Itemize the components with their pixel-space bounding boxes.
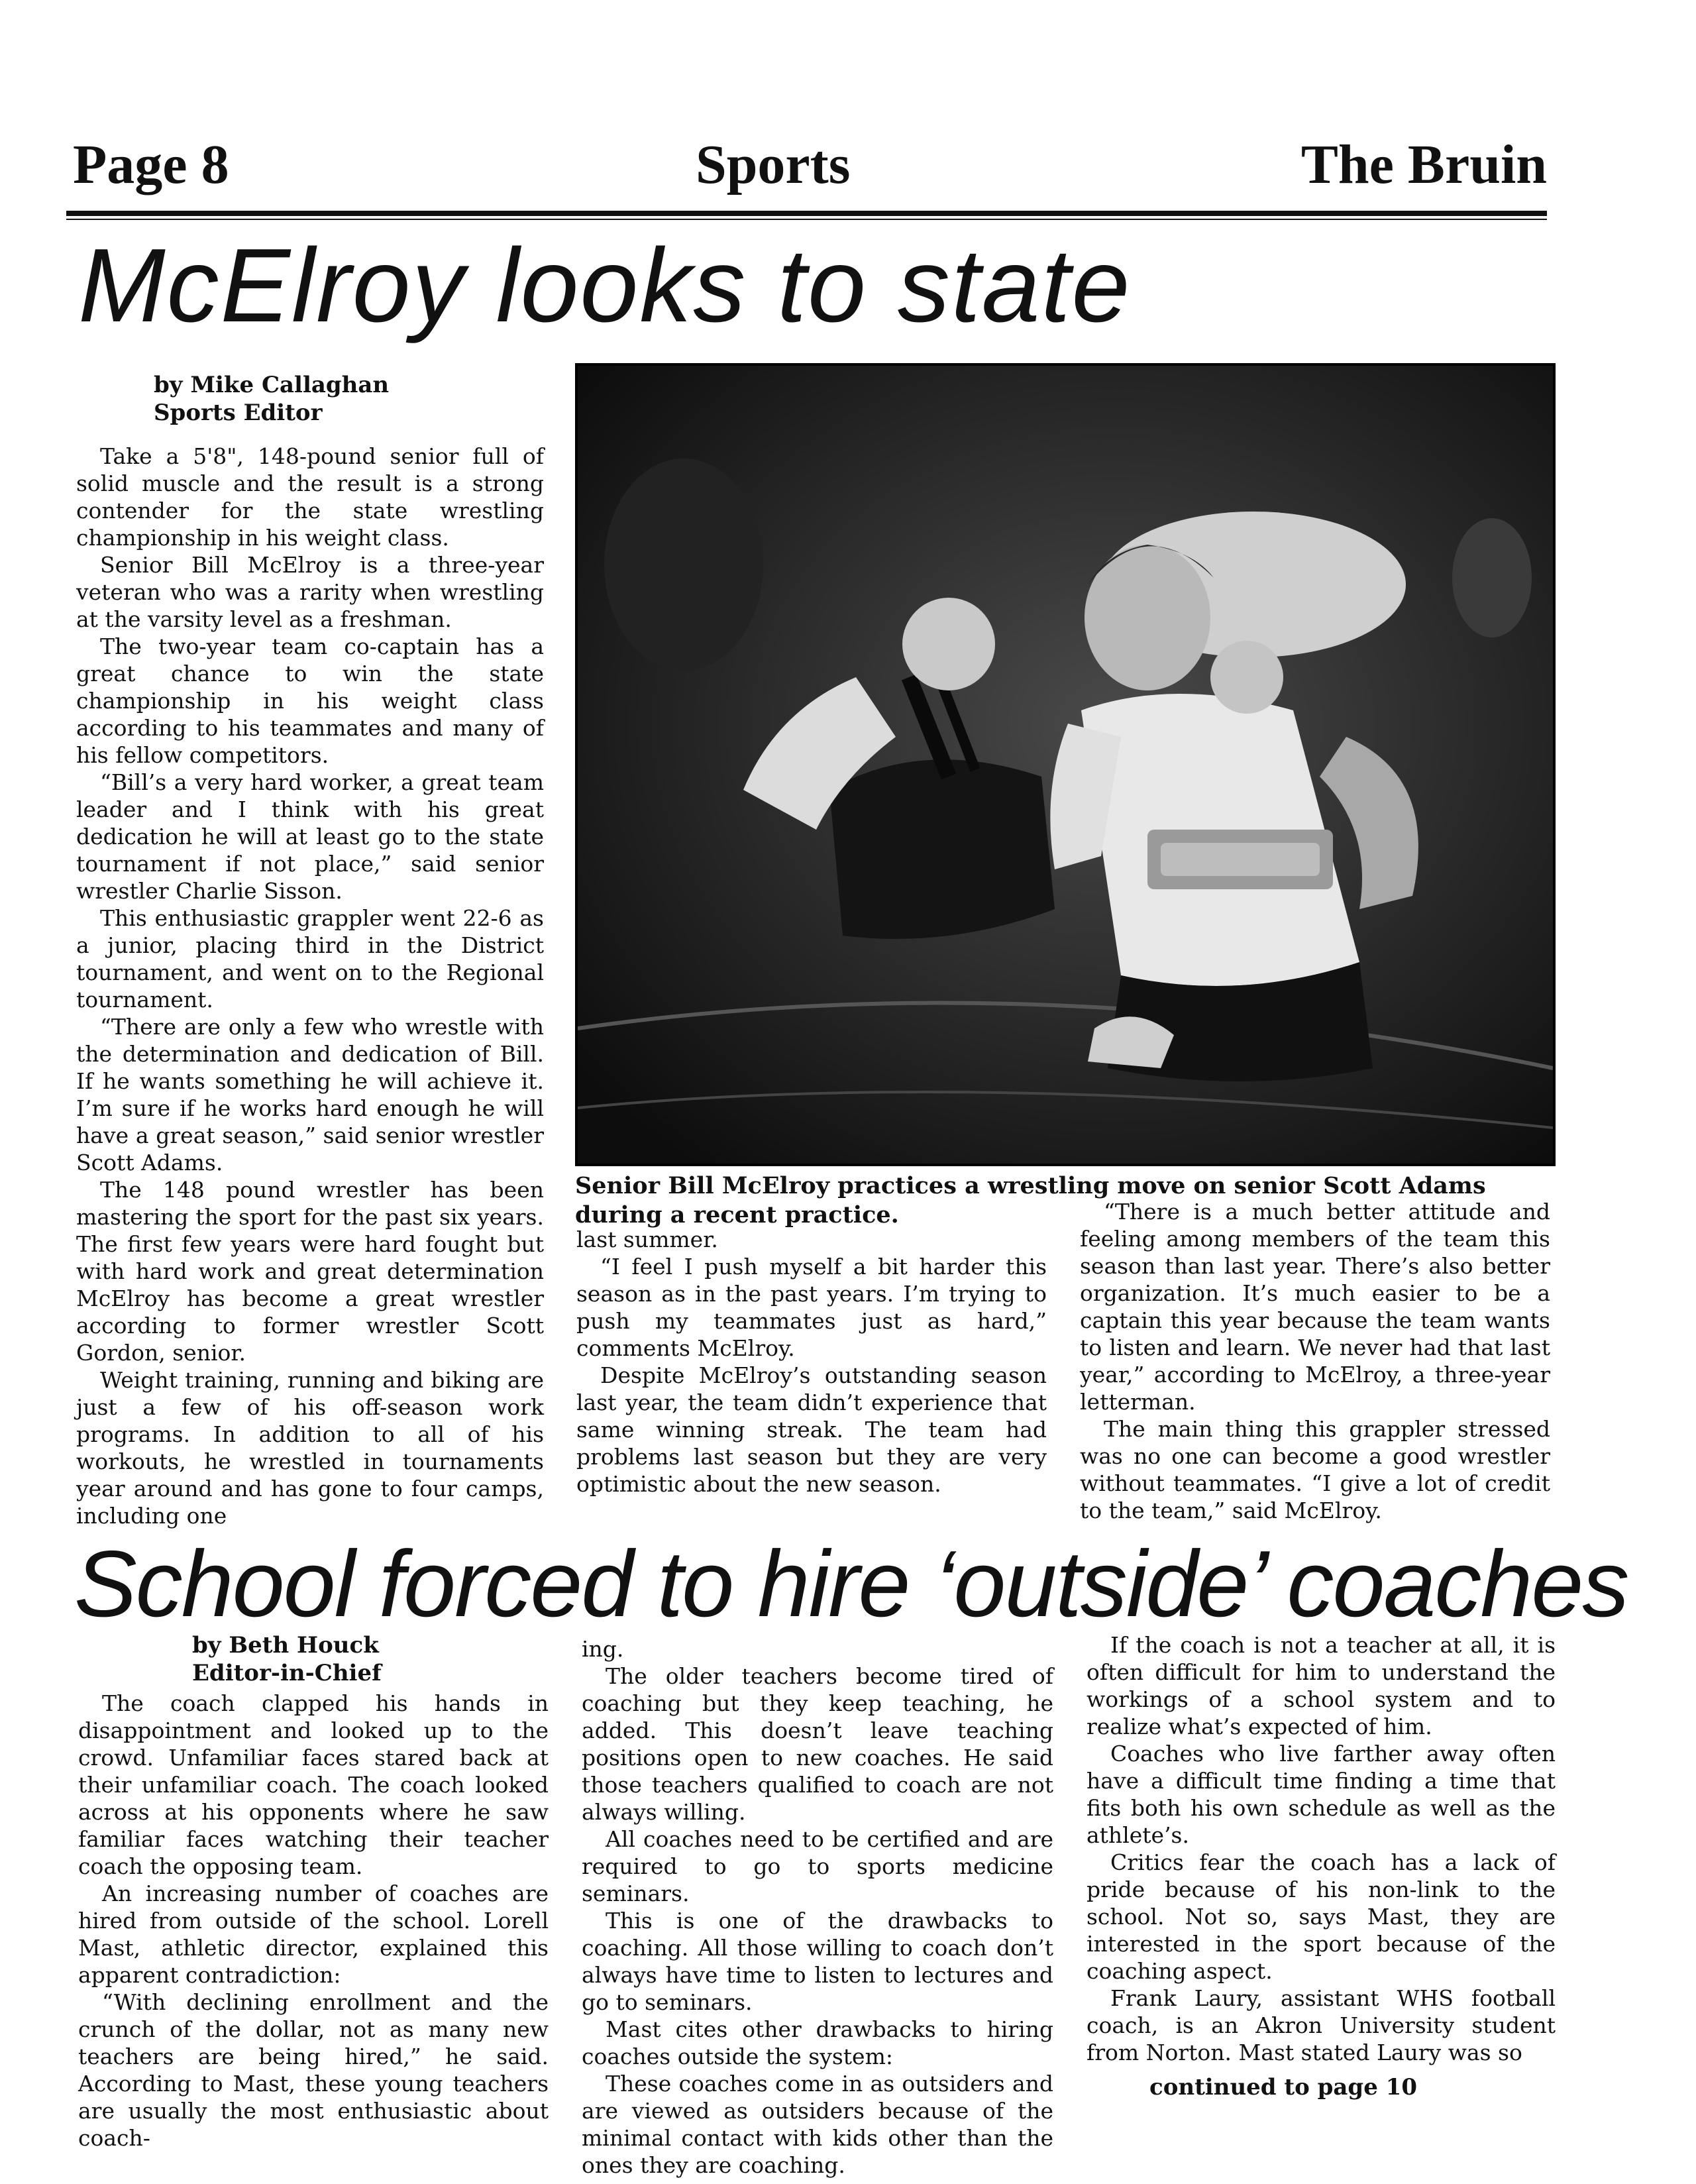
story2-column-1 xyxy=(78,1690,549,2152)
story2-column-2 xyxy=(582,1635,1053,2179)
story2-byline-title: Editor-in-Chief xyxy=(192,1660,382,1686)
paragraph: The two-year team co-captain has a great chance to win the state championship in his weight class according to his teammates and many of his fellow competitors. xyxy=(76,633,544,768)
page-number: Page 8 xyxy=(73,134,229,195)
paragraph: An increasing number of coaches are hired from outside of the school. Lorell Mast, athletic director, explained this apparent contradiction: xyxy=(78,1881,549,1988)
paragraph: The 148 pound wrestler has been mastering the sport for the past six years. The first few years were hard fought but with hard work and great determination McElroy has become a great wrestler according to former wrestler Scott Gordon, senior. xyxy=(76,1177,544,1366)
paragraph: The main thing this grappler stressed was no one can become a good wrestler without teammates. “I give a lot of credit to the team,” said McElroy. xyxy=(1080,1416,1550,1523)
paragraph: This is one of the drawbacks to coaching. All those willing to coach don’t always have time to listen to lectures and go to seminars. xyxy=(582,1908,1053,2015)
paragraph: Frank Laury, assistant WHS football coach, is an Akron University student from Norton. Mast stated Laury was so xyxy=(1086,1985,1556,2065)
wrestling-photo-illustration xyxy=(578,366,1553,1164)
story1-byline xyxy=(154,371,551,427)
story2-column-3 xyxy=(1086,1631,1556,2066)
paragraph: Despite McElroy’s outstanding season last year, the team didn’t experience that same winning streak. The team had problems last season but they are very optimistic about the new season. xyxy=(576,1362,1047,1497)
paragraph: This enthusiastic grappler went 22-6 as a junior, placing third in the District tournament, and went on to the Regional tournament. xyxy=(76,905,544,1012)
paragraph: “I feel I push myself a bit harder this season as in the past years. I’m trying to push my teammates just as hard,” comments McElroy. xyxy=(576,1254,1047,1361)
story1-byline-title: Sports Editor xyxy=(154,400,323,426)
paragraph: “Bill’s a very hard worker, a great team leader and I think with his great dedication he will at least go to the state tournament if not place,” said senior wrestler Charlie Sisson. xyxy=(76,769,544,904)
paragraph: Weight training, running and biking are just a few of his off-season work programs. In addition to all of his workouts, he wrestled in tournaments year around and has gone to four camps, including one xyxy=(76,1367,544,1529)
paragraph: Mast cites other drawbacks to hiring coaches outside the system: xyxy=(582,2016,1053,2069)
story2-byline-name: by Beth Houck xyxy=(192,1632,379,1659)
paragraph: If the coach is not a teacher at all, it is often difficult for him to understand the workings of a school system and to realize what’s expected of him. xyxy=(1086,1632,1556,1739)
continued-notice: continued to page 10 xyxy=(1149,2074,1417,2101)
story1-byline-name: by Mike Callaghan xyxy=(154,372,390,398)
section-name: Sports xyxy=(696,134,851,195)
story2-byline xyxy=(192,1631,563,1687)
paragraph: last summer. xyxy=(576,1227,718,1252)
story2-headline: School forced to hire ‘outside’ coaches xyxy=(74,1531,1628,1637)
story1-column-1 xyxy=(76,443,544,1529)
story1-column-3 xyxy=(1080,1198,1550,1524)
paragraph: Critics fear the coach has a lack of pride because of his non-link to the school. Not so, says Mast, they are interested in the sport because of the coaching aspect. xyxy=(1086,1849,1556,1984)
masthead-rule xyxy=(66,211,1547,216)
paragraph: These coaches come in as outsiders and are viewed as outsiders because of the minimal contact with kids other than the ones they are coaching. xyxy=(582,2071,1053,2178)
paragraph: Coaches who live farther away often have a difficult time finding a time that fits both his own schedule as well as the athlete’s. xyxy=(1086,1741,1556,1848)
paragraph: All coaches need to be certified and are required to go to sports medicine seminars. xyxy=(582,1826,1053,1906)
paragraph: “With declining enrollment and the crunch of the dollar, not as many new teachers are being hired,” he said. According to Mast, these young teachers are usually the most enthusiastic about coach- xyxy=(78,1989,549,2151)
paragraph: The coach clapped his hands in disappointment and looked up to the crowd. Unfamiliar faces stared back at their unfamiliar coach. The coach looked across at his opponents where he saw familiar faces watching their teacher coach the opposing team. xyxy=(78,1690,549,1879)
paragraph: “There are only a few who wrestle with the determination and dedication of Bill. If he wants something he will achieve it. I’m sure if he works hard enough he will have a great season,” said senior wrestler Scott Adams. xyxy=(76,1014,544,1175)
paragraph: ing. xyxy=(582,1636,624,1662)
paragraph: “There is a much better attitude and feeling among members of the team this season than last year. There’s also better organization. It’s much easier to be a captain this year because the team wants to listen and learn. We never had that last year,” according to McElroy, a three-year letterman. xyxy=(1080,1199,1550,1415)
masthead-rule-thin xyxy=(66,219,1547,220)
masthead xyxy=(73,133,1547,205)
story1-column-2 xyxy=(576,1226,1047,1498)
paragraph: Senior Bill McElroy is a three-year veteran who was a rarity when wrestling at the varsity level as a freshman. xyxy=(76,552,544,632)
paragraph: The older teachers become tired of coaching but they keep teaching, he added. This doesn’t leave teaching positions open to new coaches. He said those teachers qualified to coach are not always willing. xyxy=(582,1663,1053,1825)
story1-headline: McElroy looks to state xyxy=(78,227,1132,344)
paper-name: The Bruin xyxy=(1300,134,1547,195)
photo-caption: Senior Bill McElroy practices a wrestling move on senior Scott Adams during a recent practice. xyxy=(575,1172,1486,1228)
paragraph: Take a 5'8", 148-pound senior full of solid muscle and the result is a strong contender for the state wrestling championship in his weight class. xyxy=(76,443,544,551)
wrestling-photo xyxy=(575,363,1556,1166)
